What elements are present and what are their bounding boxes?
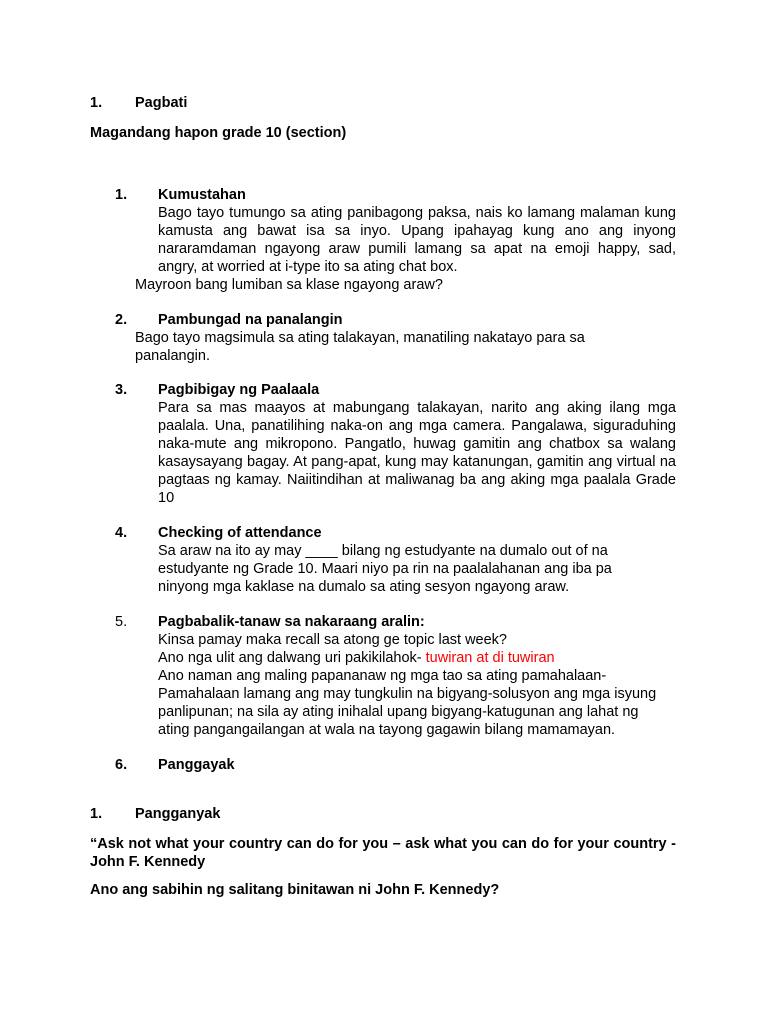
greeting-number: 1. <box>90 95 103 111</box>
balik-tanaw-pamahalaan-text: Ano naman ang maling papananaw ng mga tao sa ating pamahalaan- Pamahalaan lamang ang may tungkulin na bigyang-solusyon ang mga isyung panlipunan; na sila ay ating inihalal upang bigyang-katugunan ang lahat ng ating pangangailangan at wala na tayong gagawin bilang mamamayan. <box>158 668 657 738</box>
attendance-heading: Checking of attendance <box>158 525 322 541</box>
kumustahan-body: Bago tayo tumungo sa ating panibagong paksa, nais ko lamang malaman kung kamusta ang bawat isa sa inyo. Upang ipahayag kung ano ang inyong nararamdaman ngayong araw pumili lamang sa apat na emoji happy, sad, angry, at worried at i-type ito sa ating chat box. <box>158 205 676 275</box>
panalangin-heading: Pambungad na panalangin <box>158 312 343 328</box>
kumustahan-absence-question: Mayroon bang lumiban sa klase ngayong araw? <box>135 277 443 293</box>
panalangin-body: Bago tayo magsimula sa ating talakayan, manatiling nakatayo para sa panalangin. <box>135 330 585 364</box>
pakikilahok-answer: tuwiran at di tuwiran <box>425 650 555 666</box>
balik-tanaw-number: 5. <box>115 614 128 630</box>
attendance-body: Sa araw na ito ay may ____ bilang ng estudyante na dumalo out of na estudyante ng Grade 10. Maari niyo pa rin na paalalahanan ang iba pa ninyong mga kaklase na dumalo sa ating sesyon ngayong araw. <box>158 543 612 595</box>
kennedy-quote: “Ask not what your country can do for you – ask what you can do for your country - John F. Kennedy <box>90 836 676 870</box>
pakikilahok-question: Ano nga ulit ang dalwang uri pakikilahok- <box>158 650 426 666</box>
pangganyak-heading: Pangganyak <box>135 806 221 822</box>
balik-tanaw-recall-question: Kinsa pamay maka recall sa atong ge topic last week? <box>158 632 507 648</box>
balik-tanaw-pakikilahok-line <box>158 649 676 667</box>
balik-tanaw-heading: Pagbabalik-tanaw sa nakaraang aralin: <box>158 614 425 630</box>
kumustahan-number: 1. <box>115 187 128 203</box>
panalangin-number: 2. <box>115 312 128 328</box>
paalaala-number: 3. <box>115 382 128 398</box>
pangganyak-number: 1. <box>90 806 103 822</box>
panggayak-number: 6. <box>115 757 128 773</box>
attendance-number: 4. <box>115 525 128 541</box>
kumustahan-heading: Kumustahan <box>158 187 246 203</box>
paalaala-heading: Pagbibigay ng Paalaala <box>158 382 320 398</box>
paalaala-body: Para sa mas maayos at mabungang talakayan, narito ang aking ilang mga paalala. Una, panatilihing naka-on ang mga camera. Pangalawa, siguraduhing naka-mute ang mikropono. Pangatlo, huwag gamitin ang chatbox sa walang kasaysayang bagay. At pang-apat, kung may katanungan, gamitin ang virtual na pagtaas ng kamay. Naiitindihan at maliwanag ba ang aking mga paalala Grade 10 <box>158 400 676 506</box>
salutation-line: Magandang hapon grade 10 (section) <box>90 125 347 141</box>
panggayak-heading: Panggayak <box>158 757 235 773</box>
greeting-heading: Pagbati <box>135 95 188 111</box>
kennedy-question: Ano ang sabihin ng salitang binitawan ni John F. Kennedy? <box>90 882 500 898</box>
